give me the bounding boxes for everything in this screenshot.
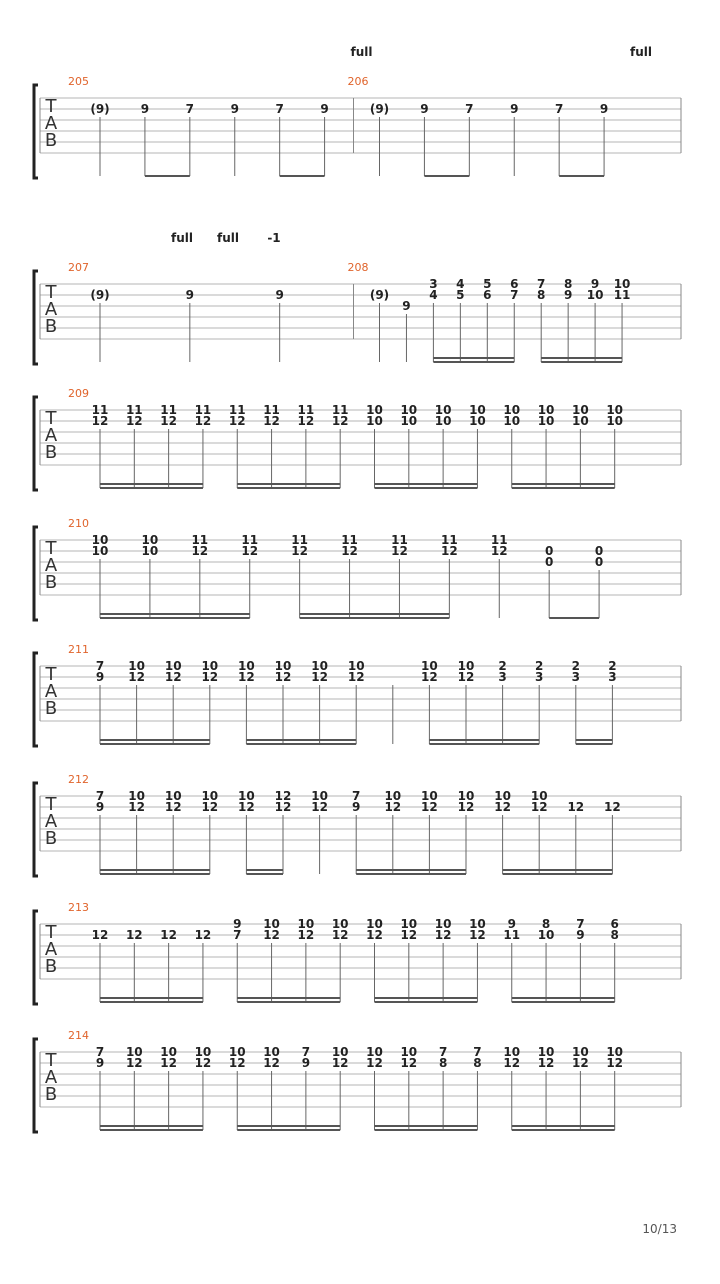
bend-annotation: full — [350, 45, 373, 59]
fret-number: 3 — [498, 670, 507, 684]
fret-number: 9 — [402, 299, 411, 313]
fret-number: 5 — [483, 277, 492, 291]
fret-number: 0 — [594, 555, 604, 569]
fret-number: 10 — [201, 789, 219, 803]
fret-number: 7 — [510, 288, 519, 302]
tab-letter: A — [44, 299, 58, 320]
tab-letter: A — [44, 425, 58, 446]
fret-number: 12 — [457, 800, 475, 814]
fret-number: 11 — [228, 403, 246, 417]
fret-number: 12 — [241, 544, 259, 558]
fret-number: (9) — [369, 288, 390, 302]
fret-number: 8 — [541, 917, 551, 931]
fret-number: 10 — [537, 928, 555, 942]
fret-number: 12 — [391, 544, 408, 558]
fret-number: 12 — [331, 1056, 349, 1070]
tab-letter: T — [45, 96, 57, 117]
fret-number: 7 — [438, 1045, 448, 1059]
fret-number: 11 — [391, 533, 408, 547]
fret-number: 12 — [297, 414, 315, 428]
fret-number: 8 — [537, 288, 546, 302]
fret-number: 9 — [352, 800, 361, 814]
fret-number: 10 — [434, 414, 452, 428]
fret-number: 12 — [228, 1056, 246, 1070]
fret-number: 12 — [125, 1056, 143, 1070]
fret-number: 9 — [95, 1056, 105, 1070]
page-number: 10/13 — [642, 1222, 677, 1236]
fret-number: 10 — [366, 414, 383, 428]
fret-number: 10 — [263, 1045, 280, 1059]
fret-number: 9 — [507, 917, 516, 931]
fret-number: 7 — [465, 102, 474, 116]
fret-number: 10 — [400, 414, 418, 428]
fret-number: 10 — [164, 789, 182, 803]
fret-number: 10 — [160, 1045, 177, 1059]
fret-number: 12 — [125, 928, 143, 942]
fret-number: 12 — [400, 928, 418, 942]
fret-number: 11 — [241, 533, 259, 547]
tab-letter: A — [44, 681, 58, 702]
measure-number: 211 — [68, 643, 89, 656]
tab-letter: T — [45, 408, 57, 429]
fret-number: 12 — [530, 800, 548, 814]
fret-number: 12 — [400, 1056, 418, 1070]
fret-number: 12 — [341, 544, 358, 558]
fret-number: 10 — [400, 917, 418, 931]
tab-letter: B — [44, 572, 58, 593]
fret-number: 12 — [311, 800, 328, 814]
fret-number: 12 — [604, 800, 621, 814]
tab-letter: B — [44, 698, 58, 719]
fret-number: 10 — [274, 659, 292, 673]
tab-letter: T — [45, 538, 57, 559]
fret-number: 8 — [563, 277, 573, 291]
fret-number: 12 — [91, 414, 109, 428]
fret-number: 9 — [275, 288, 284, 302]
fret-number: 11 — [125, 403, 143, 417]
bend-annotation: full — [630, 45, 652, 59]
fret-number: 9 — [590, 277, 600, 291]
fret-number: 8 — [610, 928, 619, 942]
tab-letter: A — [44, 555, 58, 576]
measure-number: 213 — [68, 901, 89, 914]
fret-number: 10 — [503, 1045, 521, 1059]
fret-number: 11 — [191, 533, 209, 547]
fret-number: 9 — [320, 102, 329, 116]
fret-number: 10 — [530, 789, 548, 803]
fret-number: 10 — [572, 1045, 589, 1059]
fret-number: 12 — [434, 928, 452, 942]
fret-number: 12 — [263, 414, 280, 428]
fret-number: 12 — [567, 800, 585, 814]
fret-number: 6 — [610, 917, 619, 931]
fret-number: 12 — [490, 544, 508, 558]
fret-number: 12 — [228, 414, 246, 428]
fret-number: 2 — [571, 659, 580, 673]
fret-number: (9) — [90, 288, 110, 302]
tab-letter: T — [45, 1050, 57, 1071]
fret-number: 10 — [537, 414, 555, 428]
fret-number: 9 — [576, 928, 585, 942]
fret-number: 12 — [160, 928, 177, 942]
fret-number: 9 — [563, 288, 573, 302]
fret-number: 12 — [384, 800, 402, 814]
fret-number: 10 — [164, 659, 182, 673]
fret-number: 12 — [503, 1056, 521, 1070]
measure-number: 207 — [68, 261, 89, 274]
fret-number: 12 — [494, 800, 511, 814]
fret-number: 11 — [297, 403, 315, 417]
fret-number: 10 — [141, 533, 159, 547]
fret-number: 10 — [434, 403, 452, 417]
fret-number: 9 — [140, 102, 150, 116]
fret-number: 10 — [201, 659, 219, 673]
fret-number: 9 — [233, 917, 242, 931]
fret-number: 2 — [535, 659, 544, 673]
fret-number: 10 — [400, 1045, 418, 1059]
fret-number: 12 — [201, 670, 219, 684]
fret-number: 12 — [164, 670, 182, 684]
fret-number: 8 — [473, 1056, 482, 1070]
fret-number: 12 — [457, 670, 475, 684]
fret-number: 9 — [185, 288, 195, 302]
fret-number: 10 — [421, 659, 438, 673]
fret-number: 3 — [429, 277, 438, 291]
measure-number: 210 — [68, 517, 89, 530]
fret-number: 12 — [125, 414, 143, 428]
fret-number: 10 — [400, 403, 418, 417]
fret-number: 12 — [331, 414, 349, 428]
fret-number: 9 — [95, 800, 105, 814]
fret-number: 11 — [331, 403, 349, 417]
tab-letter: B — [44, 1084, 58, 1105]
fret-number: 10 — [331, 917, 349, 931]
fret-number: 7 — [473, 1045, 482, 1059]
fret-number: 2 — [498, 659, 507, 673]
fret-number: 9 — [420, 102, 429, 116]
fret-number: 10 — [91, 544, 109, 558]
fret-number: 4 — [456, 277, 465, 291]
fret-number: 10 — [347, 659, 365, 673]
fret-number: 12 — [331, 928, 349, 942]
fret-number: 12 — [421, 670, 438, 684]
fret-number: 12 — [128, 670, 145, 684]
fret-number: 12 — [366, 1056, 383, 1070]
measure-number: 206 — [347, 75, 369, 88]
fret-number: 8 — [438, 1056, 448, 1070]
fret-number: 12 — [274, 670, 292, 684]
bend-annotation: full — [171, 231, 193, 245]
fret-number: (9) — [369, 102, 390, 116]
fret-number: 10 — [606, 414, 624, 428]
fret-number: 10 — [311, 789, 328, 803]
tab-letter: T — [45, 282, 57, 303]
system-bracket — [34, 911, 38, 1004]
fret-number: 10 — [238, 789, 255, 803]
measure-number: 205 — [68, 75, 89, 88]
fret-number: 7 — [95, 1045, 105, 1059]
fret-number: 12 — [194, 1056, 212, 1070]
fret-number: 12 — [469, 928, 486, 942]
fret-number: 10 — [228, 1045, 246, 1059]
fret-number: 12 — [606, 1056, 624, 1070]
fret-number: 0 — [594, 544, 604, 558]
fret-number: 10 — [125, 1045, 143, 1059]
fret-number: 12 — [191, 544, 209, 558]
fret-number: 10 — [469, 403, 486, 417]
fret-number: 12 — [421, 800, 438, 814]
tab-letter: A — [44, 113, 58, 134]
tab-letter: A — [44, 1067, 58, 1088]
fret-number: 10 — [537, 403, 555, 417]
fret-number: 6 — [483, 288, 492, 302]
fret-number: 10 — [128, 659, 145, 673]
fret-number: 0 — [545, 544, 554, 558]
fret-number: 12 — [311, 670, 328, 684]
fret-number: 7 — [233, 928, 242, 942]
fret-number: 10 — [141, 544, 159, 558]
fret-number: 11 — [341, 533, 358, 547]
fret-number: 10 — [572, 414, 589, 428]
fret-number: 7 — [95, 659, 105, 673]
fret-number: 9 — [510, 102, 519, 116]
fret-number: 10 — [503, 403, 521, 417]
fret-number: 12 — [274, 789, 292, 803]
fret-number: 10 — [366, 917, 383, 931]
tab-letter: B — [44, 828, 58, 849]
fret-number: 7 — [301, 1045, 311, 1059]
tab-letter: B — [44, 130, 58, 151]
tab-letter: B — [44, 442, 58, 463]
fret-number: 10 — [263, 917, 280, 931]
fret-number: 12 — [347, 670, 365, 684]
fret-number: 9 — [230, 102, 239, 116]
fret-number: 2 — [608, 659, 617, 673]
measure-number: 212 — [68, 773, 89, 786]
fret-number: 11 — [613, 288, 631, 302]
system-bracket — [34, 397, 38, 490]
fret-number: 12 — [91, 928, 109, 942]
fret-number: 6 — [510, 277, 519, 291]
tab-letter: A — [44, 939, 58, 960]
fret-number: 10 — [606, 403, 624, 417]
system-bracket — [34, 653, 38, 746]
fret-number: 12 — [128, 800, 145, 814]
fret-number: 12 — [263, 928, 280, 942]
fret-number: 10 — [537, 1045, 555, 1059]
fret-number: 10 — [434, 917, 452, 931]
tab-letter: T — [45, 794, 57, 815]
fret-number: 3 — [608, 670, 617, 684]
system-bracket — [34, 271, 38, 364]
fret-number: 12 — [572, 1056, 589, 1070]
fret-number: 4 — [429, 288, 438, 302]
fret-number: 10 — [331, 1045, 349, 1059]
fret-number: 10 — [469, 414, 486, 428]
fret-number: (9) — [90, 102, 110, 116]
fret-number: 11 — [263, 403, 280, 417]
fret-number: 10 — [194, 1045, 212, 1059]
bend-annotation: full — [217, 231, 239, 245]
fret-number: 7 — [95, 789, 105, 803]
fret-number: 11 — [194, 403, 212, 417]
fret-number: 9 — [599, 102, 609, 116]
system-bracket — [34, 1039, 38, 1132]
fret-number: 12 — [201, 800, 219, 814]
fret-number: 12 — [160, 414, 177, 428]
fret-number: 0 — [545, 555, 554, 569]
bend-annotation: -1 — [267, 231, 281, 245]
fret-number: 11 — [503, 928, 521, 942]
system-bracket — [34, 783, 38, 876]
fret-number: 10 — [128, 789, 145, 803]
fret-number: 10 — [494, 789, 511, 803]
fret-number: 3 — [535, 670, 544, 684]
fret-number: 10 — [91, 533, 109, 547]
fret-number: 10 — [384, 789, 402, 803]
tab-letter: A — [44, 811, 58, 832]
fret-number: 12 — [366, 928, 383, 942]
fret-number: 12 — [194, 928, 212, 942]
fret-number: 9 — [95, 670, 105, 684]
fret-number: 12 — [238, 800, 255, 814]
fret-number: 7 — [185, 102, 195, 116]
tab-letter: T — [45, 664, 57, 685]
fret-number: 5 — [456, 288, 465, 302]
fret-number: 9 — [301, 1056, 311, 1070]
fret-number: 12 — [160, 1056, 177, 1070]
fret-number: 7 — [275, 102, 284, 116]
fret-number: 7 — [352, 789, 361, 803]
fret-number: 11 — [91, 403, 109, 417]
fret-number: 12 — [194, 414, 212, 428]
system-bracket — [34, 85, 38, 178]
measure-number: 208 — [347, 261, 369, 274]
fret-number: 10 — [366, 1045, 383, 1059]
fret-number: 11 — [441, 533, 458, 547]
tab-letter: B — [44, 316, 58, 337]
fret-number: 7 — [537, 277, 546, 291]
fret-number: 7 — [554, 102, 564, 116]
fret-number: 10 — [238, 659, 255, 673]
measure-number: 209 — [68, 387, 89, 400]
fret-number: 10 — [311, 659, 328, 673]
fret-number: 11 — [291, 533, 308, 547]
fret-number: 10 — [503, 414, 521, 428]
fret-number: 10 — [469, 917, 486, 931]
fret-number: 11 — [490, 533, 508, 547]
fret-number: 10 — [366, 403, 383, 417]
fret-number: 12 — [291, 544, 308, 558]
fret-number: 12 — [274, 800, 292, 814]
fret-number: 12 — [297, 928, 315, 942]
fret-number: 10 — [613, 277, 631, 291]
fret-number: 12 — [441, 544, 458, 558]
fret-number: 12 — [164, 800, 182, 814]
system-bracket — [34, 527, 38, 620]
fret-number: 10 — [606, 1045, 624, 1059]
fret-number: 7 — [576, 917, 585, 931]
fret-number: 12 — [263, 1056, 280, 1070]
fret-number: 10 — [586, 288, 604, 302]
fret-number: 10 — [457, 789, 475, 803]
fret-number: 12 — [238, 670, 255, 684]
fret-number: 10 — [297, 917, 315, 931]
fret-number: 3 — [571, 670, 580, 684]
fret-number: 12 — [537, 1056, 555, 1070]
tab-letter: T — [45, 922, 57, 943]
fret-number: 10 — [421, 789, 438, 803]
measure-number: 214 — [68, 1029, 89, 1042]
tab-letter: B — [44, 956, 58, 977]
fret-number: 11 — [160, 403, 177, 417]
fret-number: 10 — [572, 403, 589, 417]
fret-number: 10 — [457, 659, 475, 673]
